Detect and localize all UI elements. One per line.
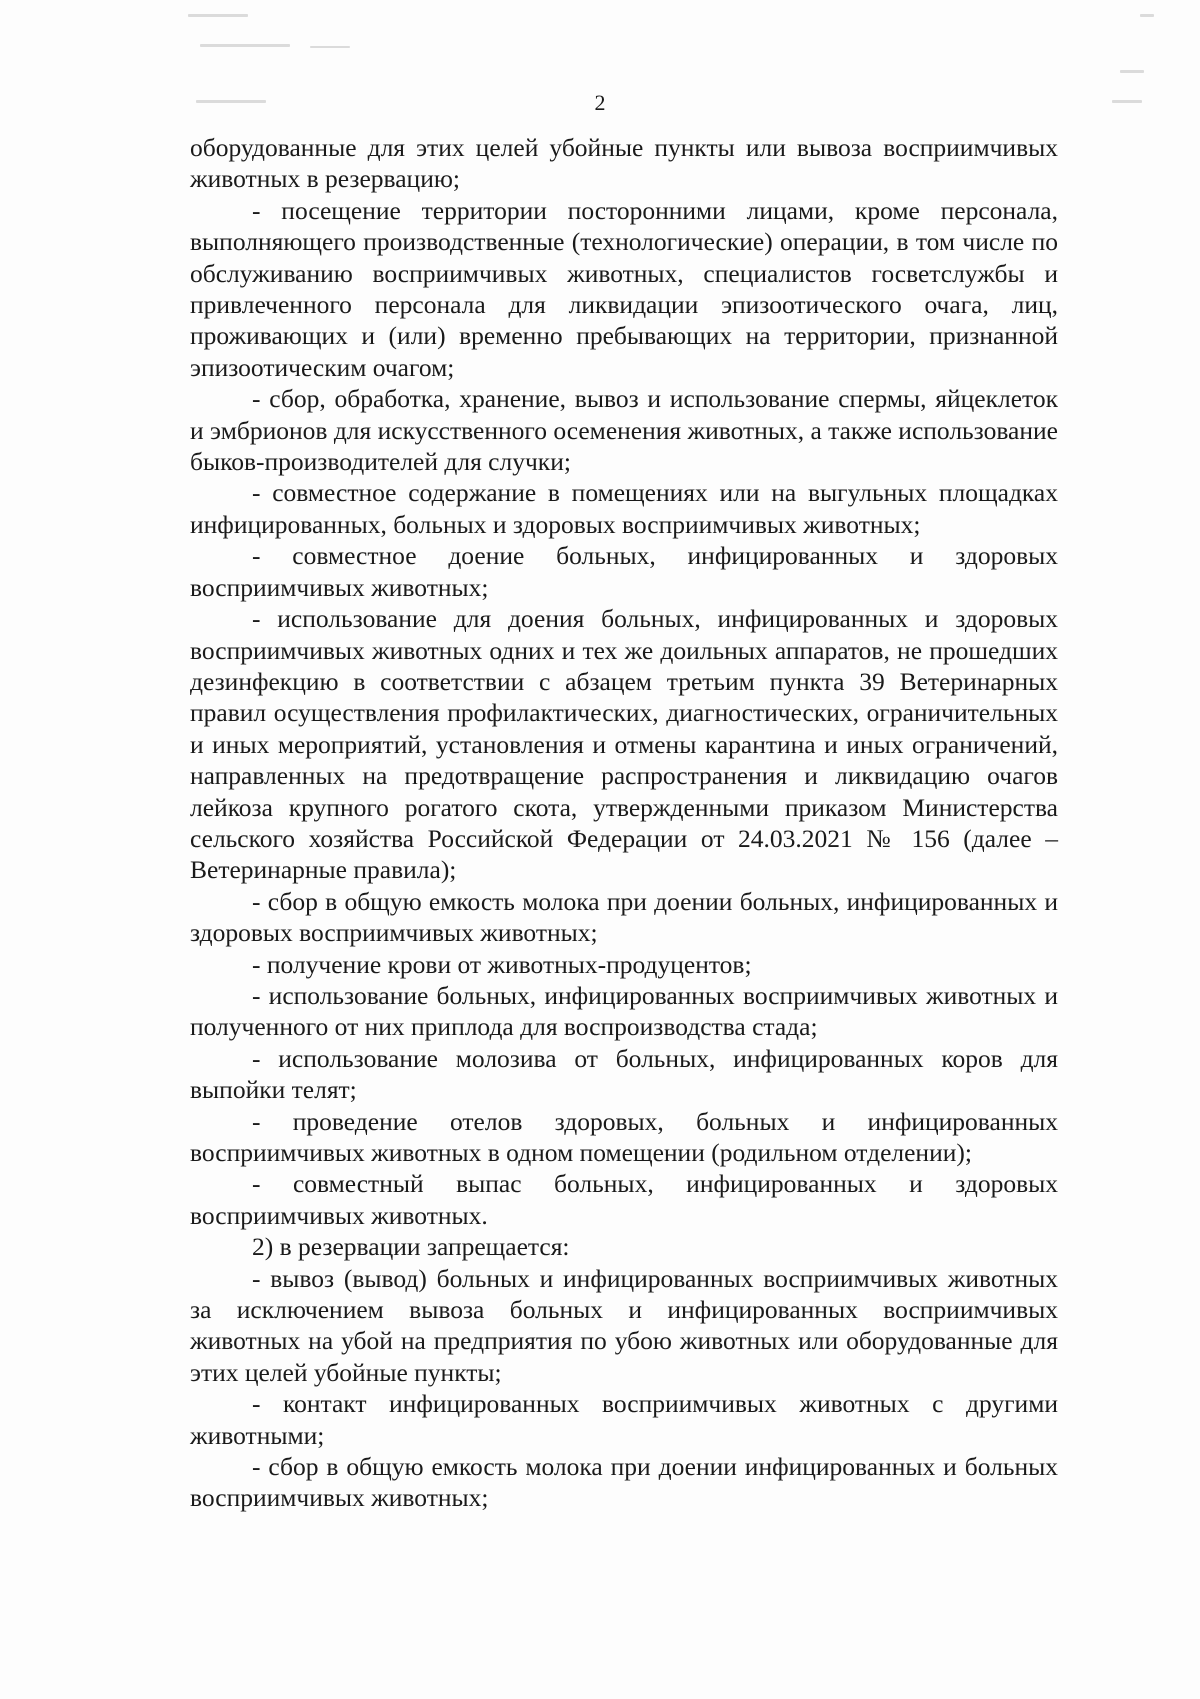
paragraph: - вывоз (вывод) больных и инфицированных восприимчивых животных за исключением вывоза больных и инфицированных восприимчивых животных на убой на предприятия по убою животных или оборудованные для этих целей убойные пункты; (190, 1263, 1058, 1387)
scan-artifact (200, 44, 290, 47)
paragraph: - совместный выпас больных, инфицированных и здоровых восприимчивых животных. (190, 1169, 1058, 1230)
paragraph: - контакт инфицированных восприимчивых животных с другими животными; (190, 1389, 1058, 1450)
paragraph: - посещение территории посторонними лицами, кроме персонала, выполняющего производственные (технологические) операции, в том числе по обслуживанию восприимчивых животных, специалистов госветслужбы и привлеченного персонала для ликвидации эпизоотического очага, лиц, проживающих и (или) временно пребывающих на территории, признанной эпизоотическим очагом; (190, 195, 1058, 382)
paragraph: - совместное содержание в помещениях или на выгульных площадках инфицированных, больных и здоровых восприимчивых животных; (190, 478, 1058, 539)
paragraph: - использование больных, инфицированных восприимчивых животных и полученного от них приплода для воспроизводства стада; (190, 980, 1058, 1042)
paragraph: оборудованные для этих целей убойные пункты или вывоза восприимчивых животных в резервацию; (190, 133, 1058, 194)
page-number: 2 (594, 90, 606, 115)
paragraph: - сбор в общую емкость молока при доении больных, инфицированных и здоровых восприимчивых животных; (190, 886, 1058, 948)
scan-artifact (1140, 14, 1154, 17)
scan-artifact (188, 14, 248, 17)
document-body (190, 132, 1058, 1514)
paragraph: - совместное доение больных, инфицированных и здоровых восприимчивых животных; (190, 541, 1058, 602)
section-heading: 2) в резервации запрещается: (252, 1232, 570, 1262)
scan-artifact (310, 46, 350, 48)
paragraph: - сбор в общую емкость молока при доении инфицированных и больных восприимчивых животных; (190, 1452, 1058, 1513)
paragraph: - проведение отелов здоровых, больных и инфицированных восприимчивых животных в одном помещении (родильном отделении); (190, 1106, 1058, 1167)
scan-artifact (1120, 70, 1144, 73)
paragraph: - получение крови от животных-продуцентов; (252, 949, 752, 979)
paragraph: - использование молозива от больных, инфицированных коров для выпойки телят; (190, 1043, 1058, 1105)
paragraph: - сбор, обработка, хранение, вывоз и использование спермы, яйцеклеток и эмбрионов для искусственного осеменения животных, а также использование быков-производителей для случки; (190, 384, 1058, 477)
paragraph: - использование для доения больных, инфицированных и здоровых восприимчивых животных одних и тех же доильных аппаратов, не прошедших дезинфекцию в соответствии с абзацем третьим пункта 39 Ветеринарных правил осуществления профилактических, диагностических, ограничительных и иных мероприятий, установления и отмены карантина и иных ограничений, направленных на предотвращение распространения и ликвидацию очагов лейкоза крупного рогатого скота, утвержденными приказом Министерства сельского хозяйства Российской Федерации от 24.03.2021 № 156 (далее – Ветеринарные правила); (190, 604, 1058, 885)
